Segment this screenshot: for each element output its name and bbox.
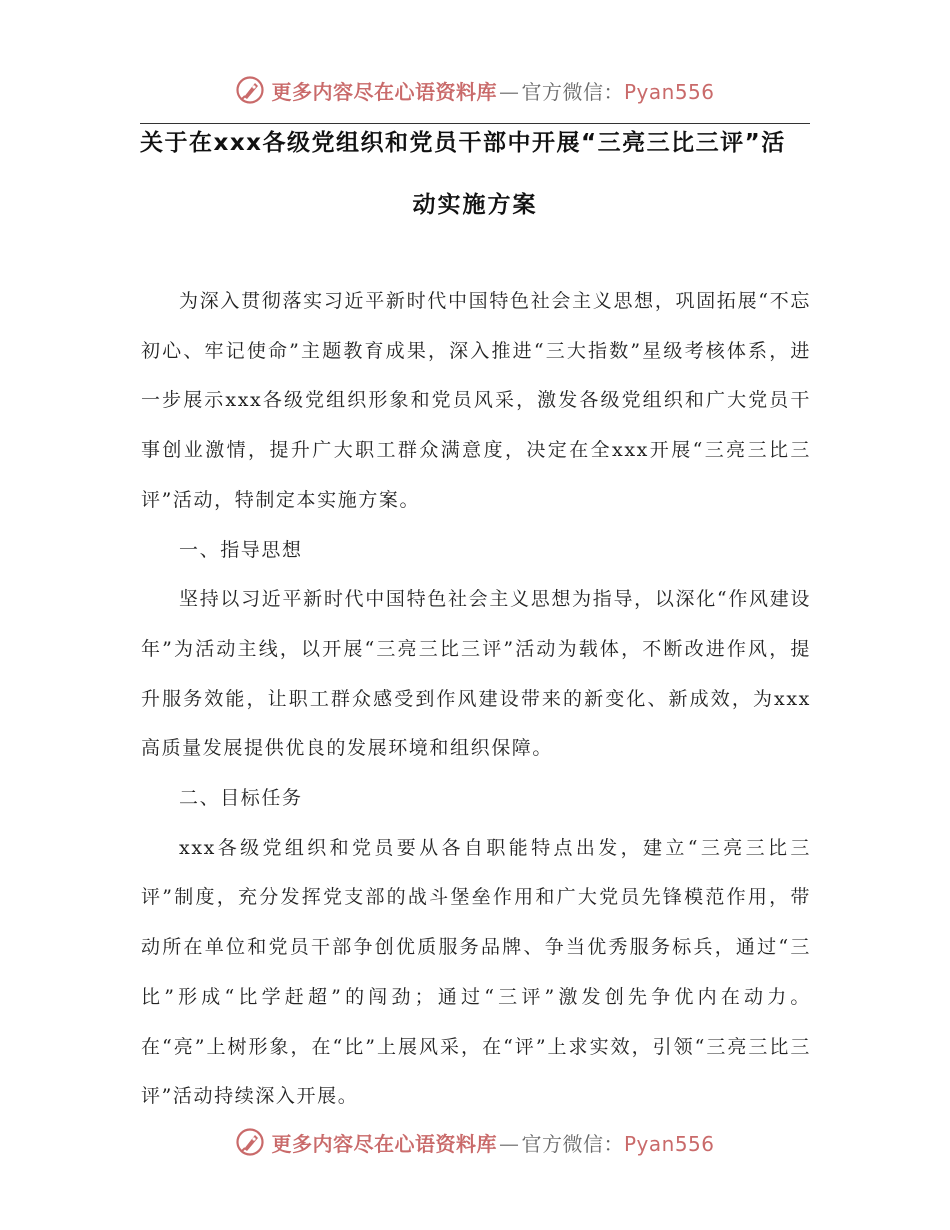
footer-banner bbox=[0, 1122, 950, 1162]
section-paragraph-objectives: xxx各级党组织和党员要从各自职能特点出发，建立“三亮三比三评”制度，充分发挥党支部的战斗堡垒作用和广大党员先锋模范作用，带动所在单位和党员干部争创优质服务品牌、争当优秀服务标兵，通过“三比”形成“比学赶超”的闯劲；通过“三评”激发创先争优内在动力。在“亮”上树形象，在“比”上展风采，在“评”上求实效，引领“三亮三比三评”活动持续深入开展。 bbox=[141, 836, 811, 1108]
banner-wechat-id: Pyan556 bbox=[623, 79, 715, 104]
pen-nib-circle-icon bbox=[235, 1127, 265, 1157]
section-paragraph-guiding-ideology: 坚持以习近平新时代中国特色社会主义思想为指导，以深化“作风建设年”为活动主线，以开展“三亮三比三评”活动为载体，不断改进作风，提升服务效能，让职工群众感受到作风建设带来的新变化、新成效，为xxx高质量发展提供优良的发展环境和组织保障。 bbox=[141, 588, 811, 760]
banner-dash: — bbox=[498, 1131, 520, 1156]
banner-slogan: 更多内容尽在心语资料库 bbox=[271, 1131, 497, 1156]
banner-wechat-label: 官方微信： bbox=[521, 1131, 624, 1156]
section-heading-objectives: 二、目标任务 bbox=[179, 787, 303, 810]
title-line-2: 动实施方案 bbox=[412, 192, 538, 218]
document-body bbox=[141, 277, 811, 1122]
banner-wechat-id: Pyan556 bbox=[623, 1131, 715, 1156]
banner-wechat-label: 官方微信： bbox=[521, 79, 624, 104]
banner-slogan: 更多内容尽在心语资料库 bbox=[271, 79, 497, 104]
intro-paragraph: 为深入贯彻落实习近平新时代中国特色社会主义思想，巩固拓展“不忘初心、牢记使命”主题教育成果，深入推进“三大指数”星级考核体系，进一步展示xxx各级党组织形象和党员风采，激发各级党组织和广大党员干事创业激情，提升广大职工群众满意度，决定在全xxx开展“三亮三比三评”活动，特制定本实施方案。 bbox=[141, 290, 811, 511]
banner-dash: — bbox=[498, 79, 520, 104]
header-banner bbox=[0, 70, 950, 110]
document-title bbox=[140, 122, 810, 240]
pen-nib-circle-icon bbox=[235, 75, 265, 105]
section-heading-guiding-ideology: 一、指导思想 bbox=[179, 538, 303, 561]
title-line-1: 关于在xxx各级党组织和党员干部中开展“三亮三比三评”活 bbox=[140, 130, 786, 156]
